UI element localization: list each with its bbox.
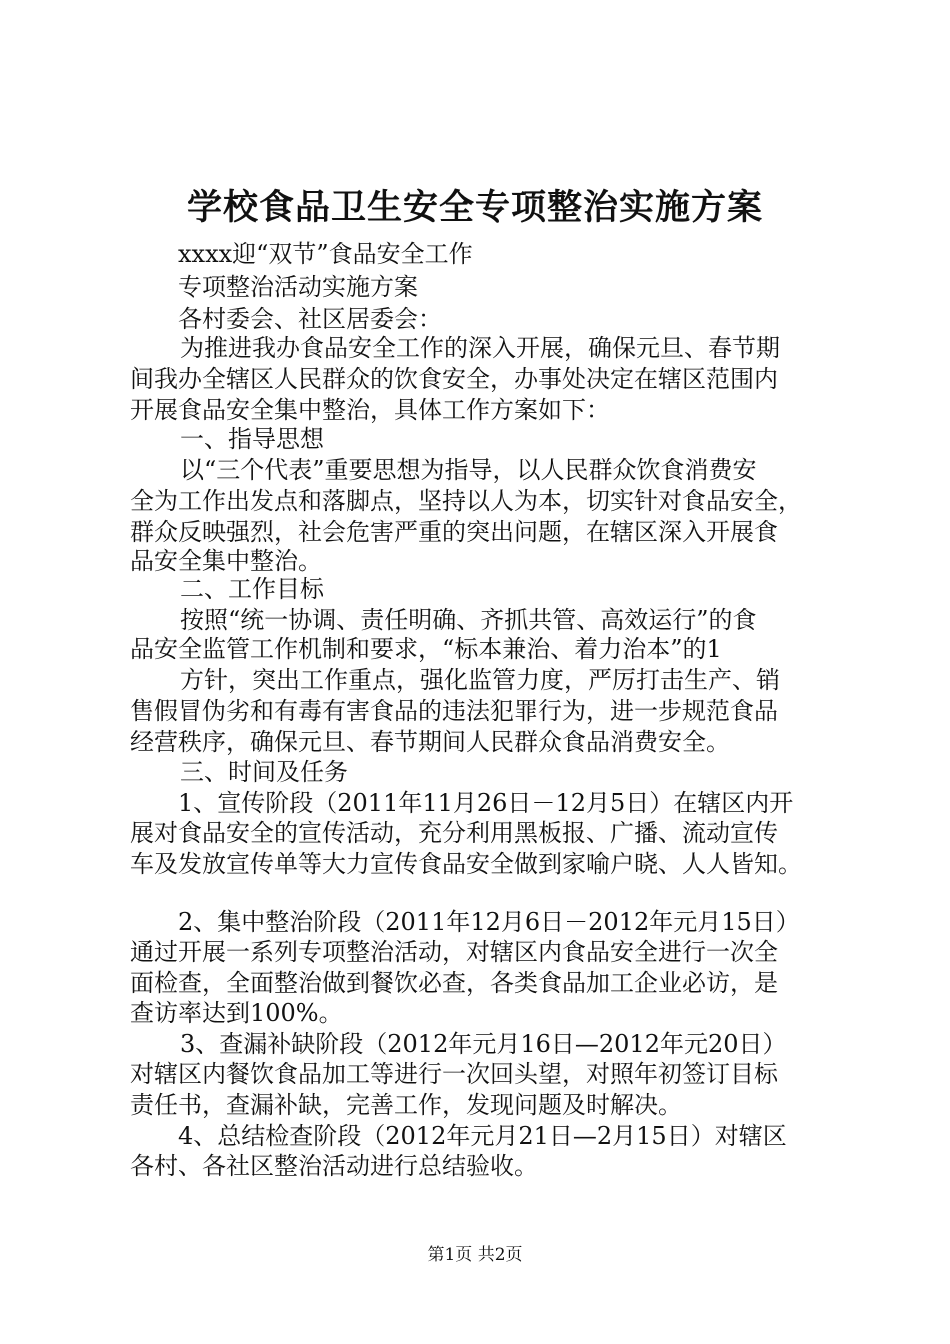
text-line: 责任书，查漏补缺，完善工作，发现问题及时解决。 xyxy=(130,1091,682,1119)
text-line: 以“三个代表”重要思想为指导，以人民群众饮食消费安 xyxy=(180,456,757,484)
text-line: 通过开展一系列专项整治活动，对辖区内食品安全进行一次全 xyxy=(130,938,778,966)
document-title: 学校食品卫生安全专项整治实施方案 xyxy=(186,187,763,228)
text-line: 开展食品安全集中整治，具体工作方案如下： xyxy=(130,396,610,424)
text-line: 4、总结检查阶段（2012年元月21日—2月15日）对辖区 xyxy=(178,1122,787,1150)
text-line: 对辖区内餐饮食品加工等进行一次回头望，对照年初签订目标 xyxy=(130,1060,778,1088)
text-line: 全为工作出发点和落脚点，坚持以人为本，切实针对食品安全， xyxy=(130,487,802,515)
text-line: 售假冒伪劣和有毒有害食品的违法犯罪行为，进一步规范食品 xyxy=(130,697,778,725)
page-number-footer: 第1页 共2页 xyxy=(427,1245,523,1265)
text-line: 品安全集中整治。 xyxy=(130,547,322,575)
text-line: 查访率达到100%。 xyxy=(130,999,343,1027)
text-line: 3、查漏补缺阶段（2012年元月16日—2012年元20日） xyxy=(180,1030,787,1058)
text-line: 经营秩序，确保元旦、春节期间人民群众食品消费安全。 xyxy=(130,728,730,756)
text-line: 面检查，全面整治做到餐饮必查，各类食品加工企业必访，是 xyxy=(130,969,778,997)
section-heading: 一、指导思想 xyxy=(180,425,324,453)
text-line: 1、宣传阶段（2011年11月26日－12月5日）在辖区内开 xyxy=(178,789,794,817)
text-line: 展对食品安全的宣传活动，充分利用黑板报、广播、流动宣传 xyxy=(130,819,778,847)
text-line: 各村、各社区整治活动进行总结验收。 xyxy=(130,1152,538,1180)
text-line: 各村委会、社区居委会： xyxy=(178,305,442,333)
text-line: 间我办全辖区人民群众的饮食安全，办事处决定在辖区范围内 xyxy=(130,365,778,393)
section-heading: 二、工作目标 xyxy=(180,575,324,603)
section-heading: 三、时间及任务 xyxy=(180,758,348,786)
text-line: 群众反映强烈，社会危害严重的突出问题，在辖区深入开展食 xyxy=(130,518,778,546)
text-line: 专项整治活动实施方案 xyxy=(178,273,418,301)
text-line: 按照“统一协调、责任明确、齐抓共管、高效运行”的食 xyxy=(180,606,757,634)
text-line: xxxx迎“双节”食品安全工作 xyxy=(178,240,473,268)
text-line: 2、集中整治阶段（2011年12月6日－2012年元月15日） xyxy=(178,908,800,936)
text-line: 方针，突出工作重点，强化监管力度，严厉打击生产、销 xyxy=(180,666,780,694)
text-line: 为推进我办食品安全工作的深入开展，确保元旦、春节期 xyxy=(180,334,780,362)
text-line: 车及发放宣传单等大力宣传食品安全做到家喻户晓、人人皆知。 xyxy=(130,850,802,878)
text-line: 品安全监管工作机制和要求，“标本兼治、着力治本”的1 xyxy=(130,635,722,663)
